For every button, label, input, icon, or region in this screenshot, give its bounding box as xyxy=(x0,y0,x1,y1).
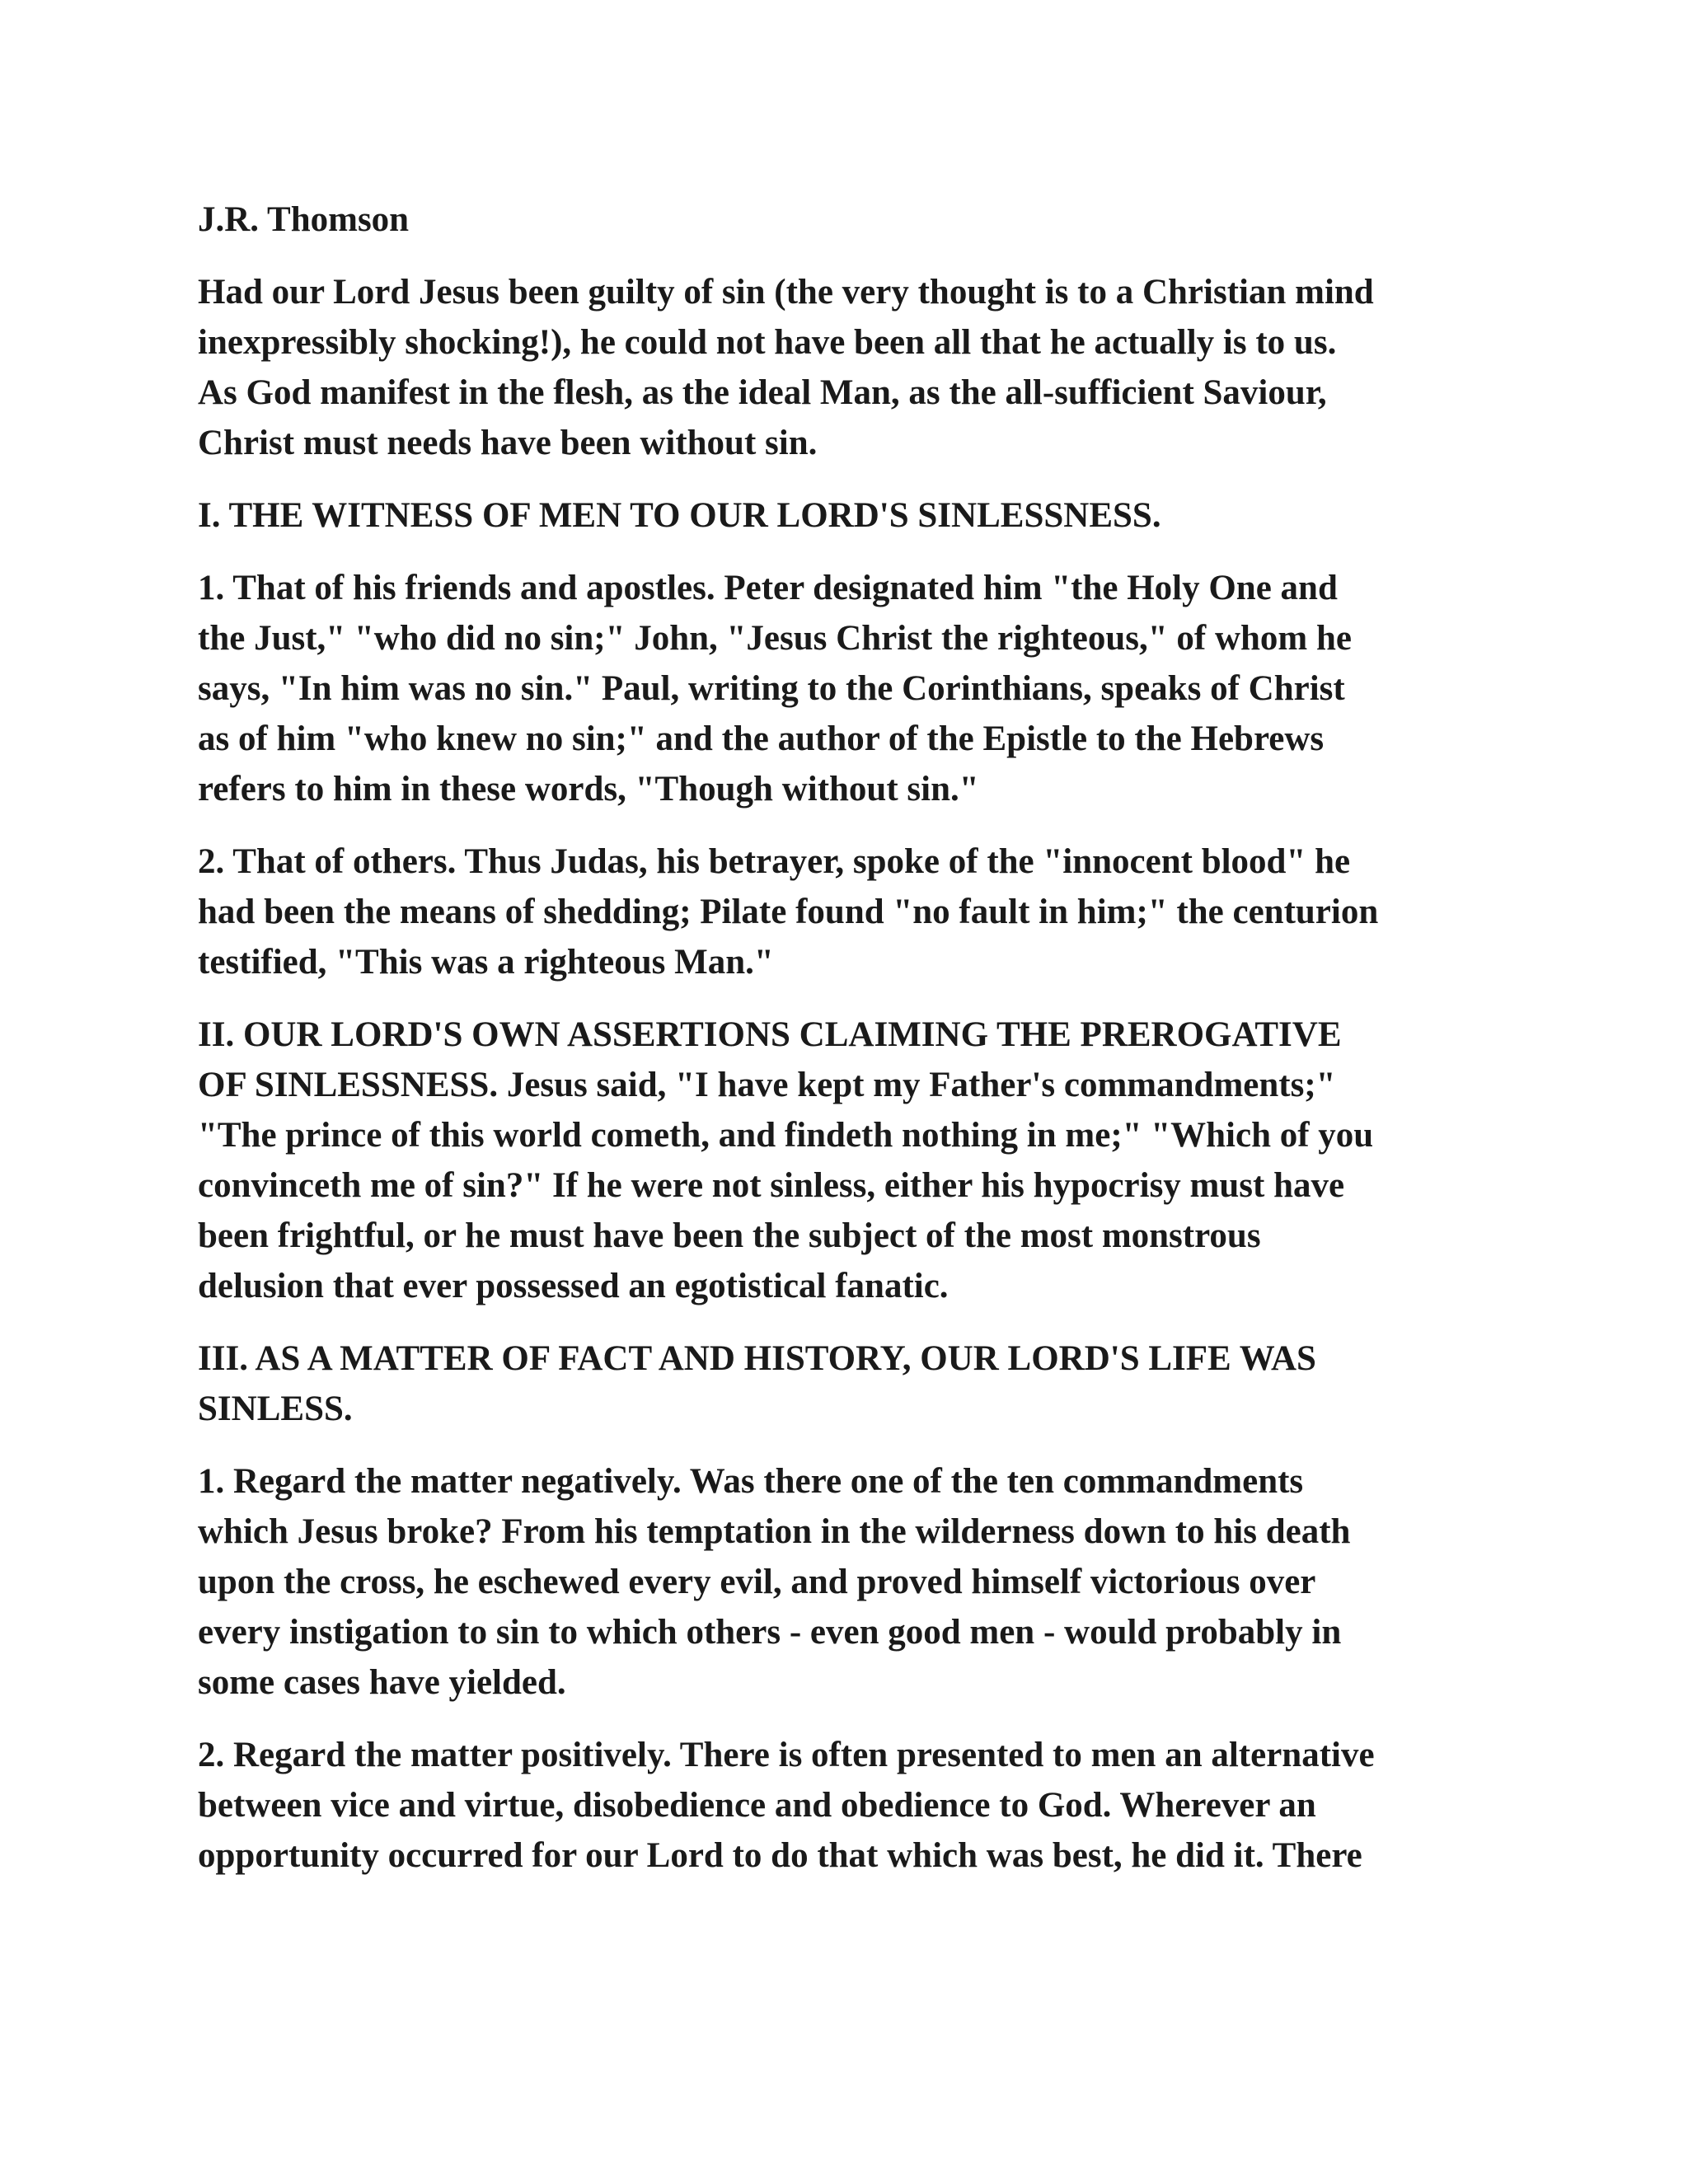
text-line: some cases have yielded. xyxy=(198,1663,566,1702)
text-line: convinceth me of sin?" If he were not sinless, either his hypocrisy must have xyxy=(198,1166,1345,1205)
text-line: opportunity occurred for our Lord to do that which was best, he did it. There xyxy=(198,1836,1362,1875)
text-line: 1. Regard the matter negatively. Was there one of the ten commandments xyxy=(198,1462,1304,1501)
text-line: delusion that ever possessed an egotistical fanatic. xyxy=(198,1267,949,1305)
text-line: III. AS A MATTER OF FACT AND HISTORY, OUR LORD'S LIFE WAS xyxy=(198,1339,1316,1378)
text-line: OF SINLESSNESS. Jesus said, "I have kept my Father's commandments;" xyxy=(198,1066,1336,1104)
text-line: inexpressibly shocking!), he could not have been all that he actually is to us. xyxy=(198,323,1337,362)
document-page xyxy=(198,194,1484,1903)
text-line: 1. That of his friends and apostles. Peter designated him "the Holy One and xyxy=(198,569,1338,607)
document-body xyxy=(198,267,1484,1881)
text-line: 2. Regard the matter positively. There is often presented to men an alternative xyxy=(198,1736,1375,1774)
text-line: As God manifest in the flesh, as the ideal Man, as the all-sufficient Saviour, xyxy=(198,373,1327,412)
text-line: I. THE WITNESS OF MEN TO OUR LORD'S SINLESSNESS. xyxy=(198,496,1161,535)
paragraph xyxy=(198,267,1484,468)
text-line: between vice and virtue, disobedience and obedience to God. Wherever an xyxy=(198,1786,1316,1825)
paragraph xyxy=(198,837,1484,987)
text-line: SINLESS. xyxy=(198,1390,353,1428)
text-line: Had our Lord Jesus been guilty of sin (the very thought is to a Christian mind xyxy=(198,273,1374,312)
text-line: been frightful, or he must have been the subject of the most monstrous xyxy=(198,1216,1261,1255)
text-line: Christ must needs have been without sin. xyxy=(198,424,818,462)
text-line: says, "In him was no sin." Paul, writing to the Corinthians, speaks of Christ xyxy=(198,669,1345,708)
paragraph xyxy=(198,563,1484,814)
text-line: the Just," "who did no sin;" John, "Jesus Christ the righteous," of whom he xyxy=(198,619,1352,658)
text-line: upon the cross, he eschewed every evil, and proved himself victorious over xyxy=(198,1563,1316,1601)
paragraph xyxy=(198,1333,1484,1434)
paragraph xyxy=(198,490,1484,541)
text-line: 2. That of others. Thus Judas, his betrayer, spoke of the "innocent blood" he xyxy=(198,842,1351,881)
text-line: II. OUR LORD'S OWN ASSERTIONS CLAIMING THE PREROGATIVE xyxy=(198,1015,1342,1054)
text-line: which Jesus broke? From his temptation in the wilderness down to his death xyxy=(198,1512,1351,1551)
text-line: "The prince of this world cometh, and findeth nothing in me;" "Which of you xyxy=(198,1116,1374,1155)
author-name: J.R. Thomson xyxy=(198,200,410,239)
paragraph xyxy=(198,1730,1484,1881)
text-line: as of him "who knew no sin;" and the author of the Epistle to the Hebrews xyxy=(198,719,1325,758)
paragraph xyxy=(198,1456,1484,1708)
paragraph xyxy=(198,1010,1484,1311)
text-line: testified, "This was a righteous Man." xyxy=(198,943,774,982)
text-line: had been the means of shedding; Pilate found "no fault in him;" the centurion xyxy=(198,893,1379,931)
text-line: refers to him in these words, "Though without sin." xyxy=(198,770,979,808)
text-line: every instigation to sin to which others - even good men - would probably in xyxy=(198,1613,1342,1652)
